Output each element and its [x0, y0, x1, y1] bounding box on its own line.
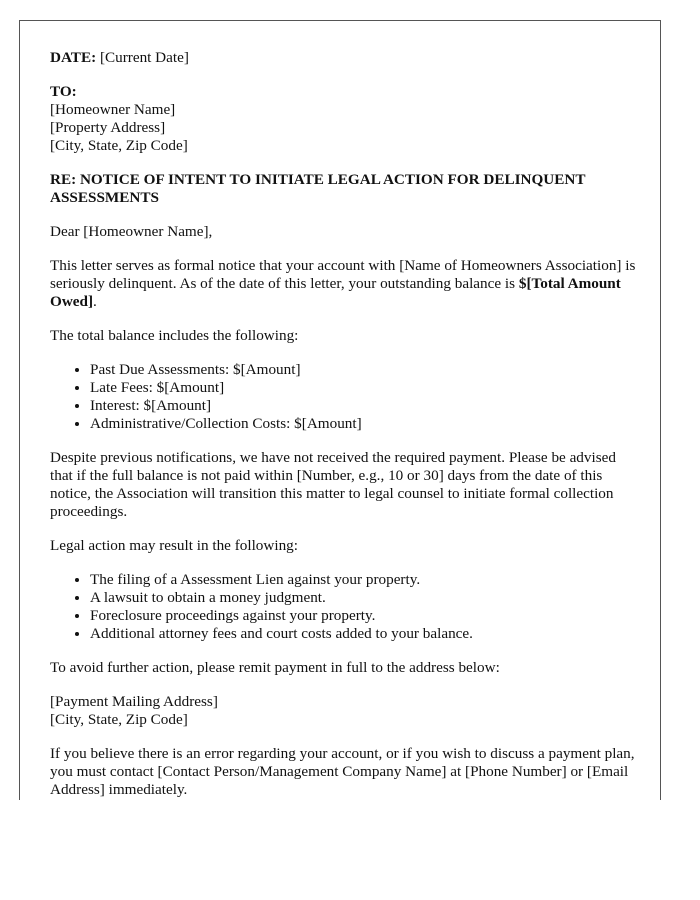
letter-page [19, 20, 661, 800]
list-item: • Foreclosure proceedings against your property. [90, 607, 640, 625]
payment-address-block [50, 693, 640, 729]
date-label: DATE: [50, 49, 97, 66]
letter-content [50, 49, 640, 800]
list-item: • Late Fees: $[Amount] [90, 379, 640, 397]
list-item: • The filing of a Assessment Lien against your property. [90, 571, 640, 589]
delinquency-paragraph [50, 257, 640, 311]
notification-paragraph: Despite previous notifications, we have not received the required payment. Please be advised that if the full balance is not paid within [Number, e.g., 10 or 30] days from the date of this notice, the Association will transition this matter to legal counsel to initiate formal collection proceedings. [50, 449, 616, 520]
payment-city-state-zip: [City, State, Zip Code] [50, 711, 188, 728]
contact-paragraph: If you believe there is an error regarding your account, or if you wish to discuss a payment plan, you must contact [Contact Person/Management Company Name] at [Phone Number] or [Email Address] immediately. [50, 745, 635, 798]
salutation: Dear [Homeowner Name], [50, 223, 213, 240]
list-item: • Past Due Assessments: $[Amount] [90, 361, 640, 379]
total-amount-owed: $[Total Amount Owed] [50, 275, 621, 310]
balance-intro-paragraph: The total balance includes the following: [50, 327, 299, 344]
list-item: • Additional attorney fees and court costs added to your balance. [90, 625, 640, 643]
recipient-property-address: [Property Address] [50, 119, 166, 136]
list-item: • Administrative/Collection Costs: $[Amount] [90, 415, 640, 433]
recipient-city-state-zip: [City, State, Zip Code] [50, 137, 188, 154]
date-value: [Current Date] [99, 49, 189, 66]
to-label: TO: [50, 83, 77, 100]
balance-items-list [50, 361, 640, 433]
list-item: • A lawsuit to obtain a money judgment. [90, 589, 640, 607]
recipient-name: [Homeowner Name] [50, 101, 176, 118]
date-line [50, 49, 640, 67]
legal-consequences-list [50, 571, 640, 643]
payment-mailing-address: [Payment Mailing Address] [50, 693, 218, 710]
delinquency-text: This letter serves as formal notice that your account with [Name of Homeowners Association] is seriously delinquent. As of the date of this letter, your outstanding balance is [50, 257, 636, 292]
recipient-block [50, 83, 640, 155]
delinquency-period: . [93, 293, 97, 310]
subject-line: RE: NOTICE OF INTENT TO INITIATE LEGAL ACTION FOR DELINQUENT ASSESSMENTS [50, 171, 586, 206]
remit-payment-paragraph: To avoid further action, please remit payment in full to the address below: [50, 659, 500, 676]
list-item: • Interest: $[Amount] [90, 397, 640, 415]
legal-action-intro-paragraph: Legal action may result in the following: [50, 537, 298, 554]
